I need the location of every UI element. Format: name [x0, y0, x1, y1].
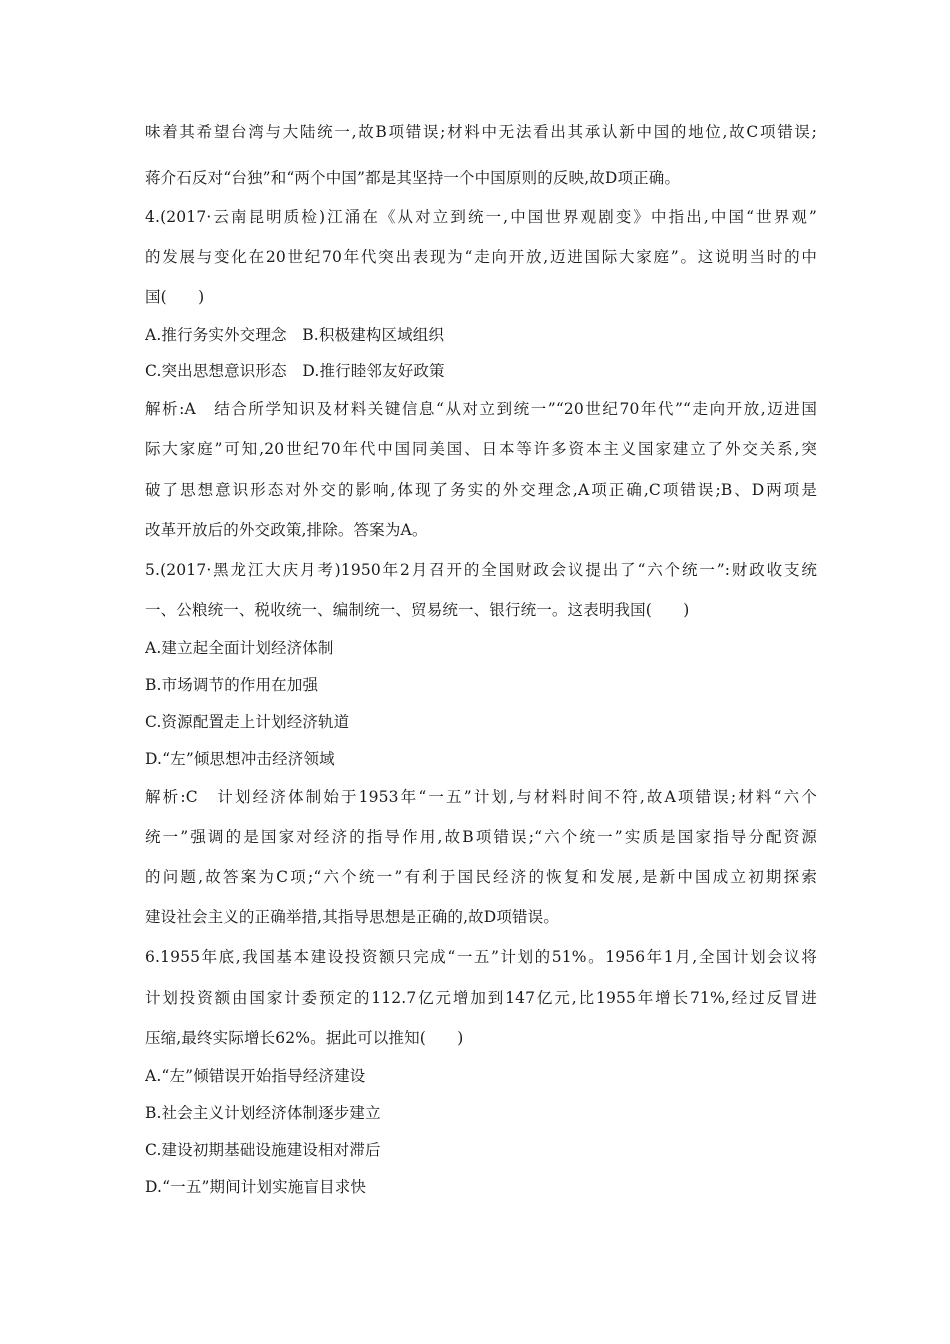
question-5-analysis-line: 统一”强调的是国家对经济的指导作用,故B项错误;“六个统一”实质是国家指导分配资源: [145, 828, 817, 846]
question-4-analysis-line: 解析:A 结合所学知识及材料关键信息“从对立到统一”“20世纪70年代”“走向开放,迈进国: [145, 400, 817, 418]
question-6-option-b: B.社会主义计划经济体制逐步建立: [145, 1104, 381, 1122]
question-4-option-row: A.推行务实外交理念 B.积极建构区域组织: [145, 326, 445, 344]
question-5-option-b: B.市场调节的作用在加强: [145, 676, 319, 694]
question-4-analysis-line: 破了思想意识形态对外交的影响,体现了务实的外交理念,A项正确,C项错误;B、D两项是: [145, 481, 817, 499]
question-4-option-row: C.突出思想意识形态 D.推行睦邻友好政策: [145, 362, 445, 380]
question-5-option-d: D.“左”倾思想冲击经济领域: [145, 750, 335, 768]
question-5-analysis-line: 的问题,故答案为C项;“六个统一”有利于国民经济的恢复和发展,是新中国成立初期探索: [145, 868, 817, 886]
question-5-option-a: A.建立起全面计划经济体制: [145, 639, 334, 657]
question-6-stem-line: 计划投资额由国家计委预定的112.7亿元增加到147亿元,比1955年增长71%,经过反冒进: [145, 989, 817, 1007]
question-4-analysis-line: 际大家庭”可知,20世纪70年代中国同美国、日本等许多资本主义国家建立了外交关系,突: [145, 440, 817, 458]
question-6-option-d: D.“一五”期间计划实施盲目求快: [145, 1178, 367, 1196]
question-5-stem-line: 5.(2017·黑龙江大庆月考)1950年2月召开的全国财政会议提出了“六个统一”:财政收支统: [145, 561, 817, 579]
question-4-analysis-line: 改革开放后的外交政策,排除。答案为A。: [145, 521, 428, 539]
question-5-stem-line: 一、公粮统一、税收统一、编制统一、贸易统一、银行统一。这表明我国( ): [145, 601, 690, 619]
explanation-line: 蒋介石反对“台独”和“两个中国”都是其坚持一个中国原则的反映,故D项正确。: [145, 169, 681, 187]
question-6-stem-line: 6.1955年底,我国基本建设投资额只完成“一五”计划的51%。1956年1月,全国计划会议将: [145, 948, 817, 966]
question-5-analysis-line: 解析:C 计划经济体制始于1953年“一五”计划,与材料时间不符,故A项错误;材料“六个: [145, 788, 817, 806]
explanation-line: 味着其希望台湾与大陆统一,故B项错误;材料中无法看出其承认新中国的地位,故C项错误;: [145, 123, 817, 141]
question-6-stem-line: 压缩,最终实际增长62%。据此可以推知( ): [145, 1029, 464, 1047]
question-6-option-c: C.建设初期基础设施建设相对滞后: [145, 1141, 381, 1159]
question-4-stem-line: 4.(2017·云南昆明质检)江涌在《从对立到统一,中国世界观剧变》中指出,中国“世界观”: [145, 208, 817, 226]
question-6-option-a: A.“左”倾错误开始指导经济建设: [145, 1067, 366, 1085]
question-4-stem-line: 的发展与变化在20世纪70年代突出表现为“走向开放,迈进国际大家庭”。这说明当时的中: [145, 248, 817, 266]
question-4-stem-line: 国( ): [145, 288, 205, 306]
question-5-analysis-line: 建设社会主义的正确举措,其指导思想是正确的,故D项错误。: [145, 908, 559, 926]
question-5-option-c: C.资源配置走上计划经济轨道: [145, 713, 350, 731]
